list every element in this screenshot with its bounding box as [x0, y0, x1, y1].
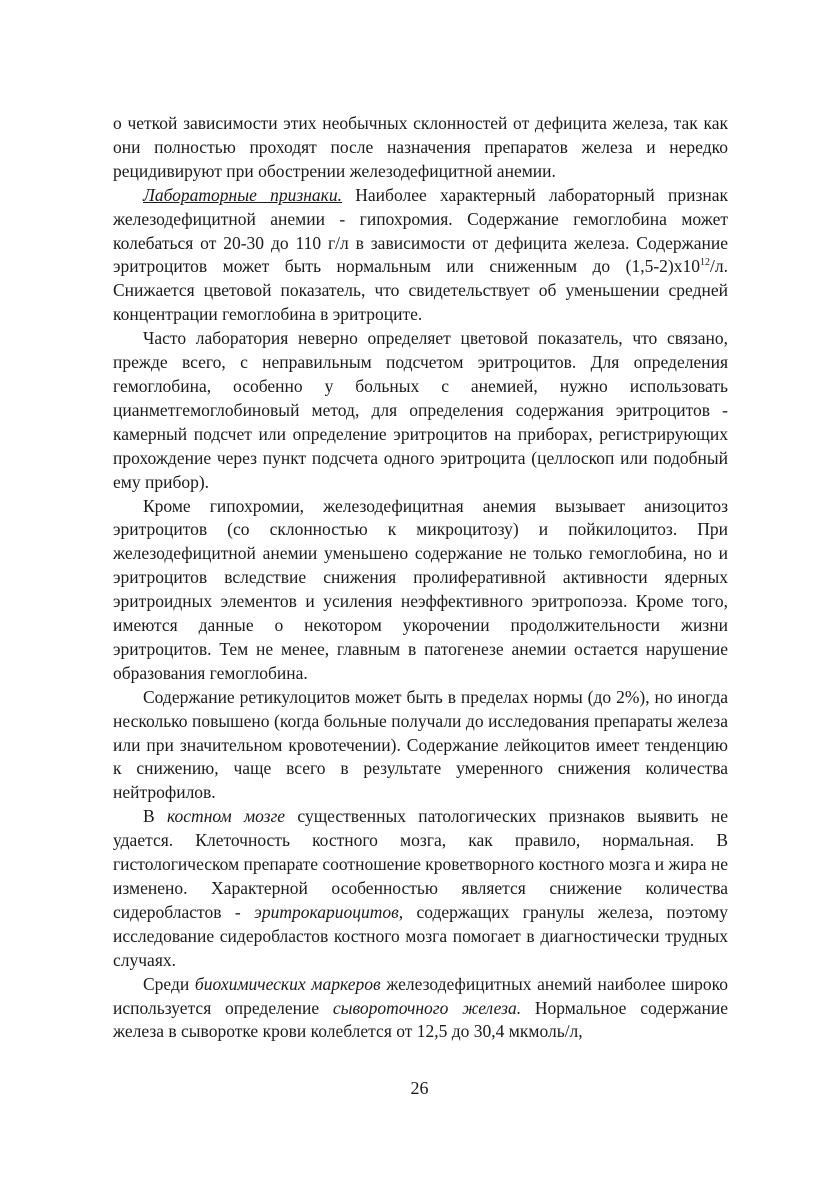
- paragraph-text: Среди: [143, 973, 195, 994]
- italic-term: костном мозге: [167, 806, 286, 827]
- paragraph-bone-marrow: [113, 805, 728, 972]
- paragraph-text: Наиболее характерный лабораторный признак железодефицитной анемии - гипохромия. Содержание гемоглобина может колебаться от 20-30 до 110 г/л в зависимости от дефицита железа. Содержание эритроцитов может быть нормальным или сниженным до (1,5-2)х10: [113, 184, 729, 277]
- paragraph-text: Содержание ретикулоцитов может быть в пределах нормы (до 2%), но иногда несколько повышено (когда больные получали до исследования препараты железа или при значительном кровотечении). Содержание лейкоцитов имеет тенденцию к снижению, чаще всего в результате умеренного снижения количества нейтрофилов.: [113, 686, 728, 803]
- italic-term: эритрокариоцитов,: [254, 901, 404, 922]
- paragraph-text: Нормальное содержание железа в сыворотке крови колеблется от 12,5 до 30,4 мкмоль/л,: [113, 997, 728, 1042]
- page-body: [113, 112, 728, 1044]
- italic-term: сывороточного железа.: [332, 997, 522, 1018]
- paragraph-biochemical-markers: [113, 973, 728, 1045]
- paragraph-text: железодефицитных анемий наиболее широко используется определение: [113, 973, 729, 1018]
- italic-term: биохимических маркеров: [194, 973, 381, 994]
- superscript: 12: [700, 257, 711, 269]
- paragraph-color-index: [113, 327, 728, 494]
- paragraph-text: о четкой зависимости этих необычных склонностей от дефицита железа, так как они полностью проходят после назначения препаратов железа и нередко рецидивируют при обострении железодефицитной анемии.: [113, 113, 728, 181]
- paragraph-text: В: [143, 806, 168, 827]
- paragraph-lab-signs: [113, 184, 728, 327]
- paragraph-continuation: [113, 112, 728, 184]
- paragraph-text: содержащих гранулы железа, поэтому исследование сидеробластов костного мозга помогает в диагностически трудных случаях.: [113, 901, 729, 970]
- paragraph-reticulocytes: [113, 686, 728, 806]
- paragraph-text: Часто лаборатория неверно определяет цветовой показатель, что связано, прежде всего, с неправильным подсчетом эритроцитов. Для определения гемоглобина, особенно у больных с анемией, нужно использовать цианметгемоглобиновый метод, для определения содержания эритроцитов - камерный подсчет или определение эритроцитов на приборах, регистрирующих прохождение через пункт подсчета одного эритроцита (целлоскоп или подобный ему прибор).: [113, 328, 728, 492]
- paragraph-text: Кроме гипохромии, железодефицитная анемия вызывает анизоцитоз эритроцитов (со склонностью к микроцитозу) и пойкилоцитоз. При железодефицитной анемии уменьшено содержание не только гемоглобина, но и эритроцитов вследствие снижения пролиферативной активности ядерных эритроидных элементов и усиления неэффективного эритропоэза. Кроме того, имеются данные о некотором укорочении продолжительности жизни эритроцитов. Тем не менее, главным в патогенезе анемии остается нарушение образования гемоглобина.: [113, 495, 728, 683]
- paragraph-text: существенных патологических признаков выявить не удается. Клеточность костного мозга, как правило, нормальная. В гистологическом препарате соотношение кроветворного костного мозга и жира не изменено. Характерной особенностью является снижение количества сидеробластов -: [113, 806, 728, 922]
- page-number: 26: [410, 1078, 429, 1098]
- paragraph-anisocytosis: [113, 495, 728, 686]
- section-heading: Лабораторные признаки.: [143, 184, 342, 205]
- paragraph-text: /л. Снижается цветовой показатель, что свидетельствует об уменьшении средней концентрации гемоглобина в эритроците.: [113, 256, 728, 325]
